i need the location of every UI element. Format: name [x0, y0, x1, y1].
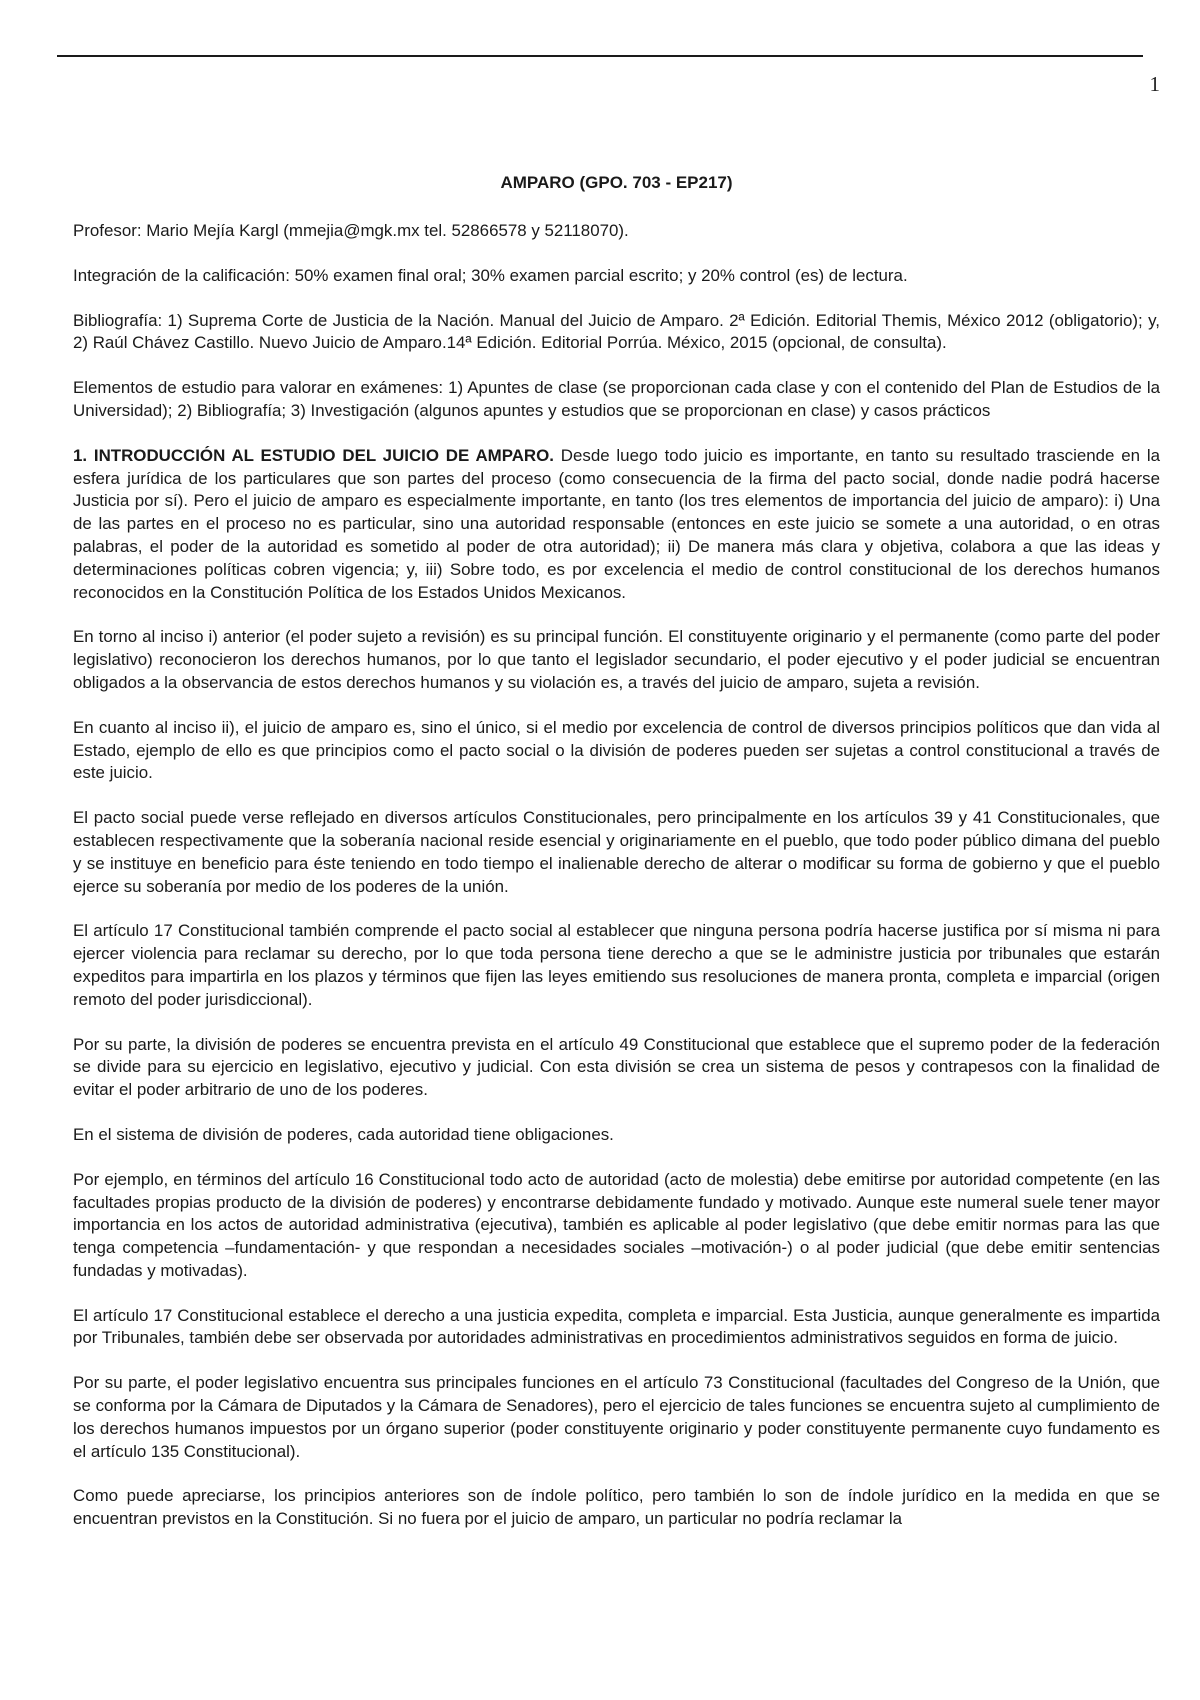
- body-paragraph: En el sistema de división de poderes, cada autoridad tiene obligaciones.: [73, 1124, 614, 1144]
- grading-line: Integración de la calificación: 50% examen final oral; 30% examen parcial escrito; y 20% control (es) de lectura.: [73, 265, 908, 285]
- body-paragraph: En cuanto al inciso ii), el juicio de amparo es, sino el único, si el medio por excelencia de control de diversos principios políticos que dan vida al Estado, ejemplo de ello es que principios como el pacto social o la división de poderes pueden ser sujetas a control constitucional a través de este juicio.: [73, 717, 1160, 783]
- professor-line: Profesor: Mario Mejía Kargl (mmejia@mgk.mx tel. 52866578 y 52118070).: [73, 221, 629, 240]
- body-paragraph: El artículo 17 Constitucional también comprende el pacto social al establecer que ninguna persona podría hacerse justifica por sí misma ni para ejercer violencia para reclamar su derecho, por lo que toda persona tiene derecho a que se le administre justicia por tribunales que estarán expeditos para impartirla en los plazos y términos que fijen las leyes emitiendo sus resoluciones de manera pronta, completa e imparcial (origen remoto del poder jurisdiccional).: [73, 921, 1160, 1009]
- section-1-paragraph: [73, 445, 1160, 605]
- section-1-text: Desde luego todo juicio es importante, en tanto su resultado trasciende en la esfera jurídica de los particulares que son partes del proceso (como consecuencia de la firma del pacto social, donde nadie podrá hacerse Justicia por sí). Pero el juicio de amparo es especialmente importante, en tanto (los tres elementos de importancia del juicio de amparo): i) Una de las partes en el proceso no es particular, sino una autoridad responsable (entonces en este juicio se somete a una autoridad, o en otras palabras, el poder de la autoridad es sometido al poder de otra autoridad); ii) De manera más clara y objetiva, colabora a que las ideas y determinaciones políticas cobren vigencia; y, iii) Sobre todo, es por excelencia el medio de control constitucional de los derechos humanos reconocidos en la Constitución Política de los Estados Unidos Mexicanos.: [73, 445, 1160, 602]
- body-paragraph: En torno al inciso i) anterior (el poder sujeto a revisión) es su principal función. El constituyente originario y el permanente (como parte del poder legislativo) reconocieron los derechos humanos, por lo que tanto el legislador secundario, el poder ejecutivo y el poder judicial se encuentran obligados a la observancia de estos derechos humanos y su violación es, a través del juicio de amparo, sujeta a revisión.: [73, 627, 1160, 692]
- body-paragraph: El pacto social puede verse reflejado en diversos artículos Constitucionales, pero principalmente en los artículos 39 y 41 Constitucionales, que establecen respectivamente que la soberanía nacional reside esencial y originariamente en el pueblo, que todo poder público dimana del pueblo y se instituye en beneficio para éste teniendo en todo tiempo el inalienable derecho de alterar o modificar su forma de gobierno y que el pueblo ejerce su soberanía por medio de los poderes de la unión.: [73, 808, 1160, 896]
- body-paragraph: El artículo 17 Constitucional establece el derecho a una justicia expedita, completa e imparcial. Esta Justicia, aunque generalmente es impartida por Tribunales, también debe ser observada por autoridades administrativas en procedimientos administrativos seguidos en forma de juicio.: [73, 1305, 1160, 1348]
- document-title: AMPARO (GPO. 703 - EP217): [500, 173, 733, 192]
- page-number: 1: [1149, 72, 1160, 96]
- header-rule: [57, 55, 1143, 57]
- bibliography-paragraph: Bibliografía: 1) Suprema Corte de Justicia de la Nación. Manual del Juicio de Amparo. 2ª Edición. Editorial Themis, México 2012 (obligatorio); y, 2) Raúl Chávez Castillo. Nuevo Juicio de Amparo.14ª Edición. Editorial Porrúa. México, 2015 (opcional, de consulta).: [73, 310, 1160, 353]
- body-paragraph: Por su parte, el poder legislativo encuentra sus principales funciones en el artículo 73 Constitucional (facultades del Congreso de la Unión, que se conforma por la Cámara de Diputados y la Cámara de Senadores), pero el ejercicio de tales funciones se encuentra sujeto al cumplimiento de los derechos humanos impuestos por un órgano superior (poder constituyente originario y poder constituyente permanente cuyo fundamento es el artículo 135 Constitucional).: [73, 1373, 1160, 1461]
- body-paragraph: Por su parte, la división de poderes se encuentra prevista en el artículo 49 Constitucional que establece que el supremo poder de la federación se divide para su ejercicio en legislativo, ejecutivo y judicial. Con esta división se crea un sistema de pesos y contrapesos con la finalidad de evitar el poder arbitrario de uno de los poderes.: [73, 1034, 1160, 1100]
- document-body: [73, 172, 1160, 1553]
- body-paragraph: Como puede apreciarse, los principios anteriores son de índole político, pero también lo son de índole jurídico en la medida en que se encuentran previstos en la Constitución. Si no fuera por el juicio de amparo, un particular no podría reclamar la: [73, 1486, 1160, 1529]
- body-paragraph: Por ejemplo, en términos del artículo 16 Constitucional todo acto de autoridad (acto de molestia) debe emitirse por autoridad competente (en las facultades propias producto de la división de poderes) y encontrarse debidamente fundado y motivado. Aunque este numeral suele tener mayor importancia en los actos de autoridad administrativa (ejecutiva), también es aplicable al poder legislativo (que debe emitir normas para las que tenga competencia –fundamentación- y que respondan a necesidades sociales –motivación-) o al poder judicial (que debe emitir sentencias fundadas y motivadas).: [73, 1169, 1160, 1280]
- study-elements-paragraph: Elementos de estudio para valorar en exámenes: 1) Apuntes de clase (se proporcionan cada clase y con el contenido del Plan de Estudios de la Universidad); 2) Bibliografía; 3) Investigación (algunos apuntes y estudios que se proporcionan en clase) y casos prácticos: [73, 378, 1160, 420]
- section-1-heading: 1. INTRODUCCIÓN AL ESTUDIO DEL JUICIO DE AMPARO.: [73, 445, 554, 465]
